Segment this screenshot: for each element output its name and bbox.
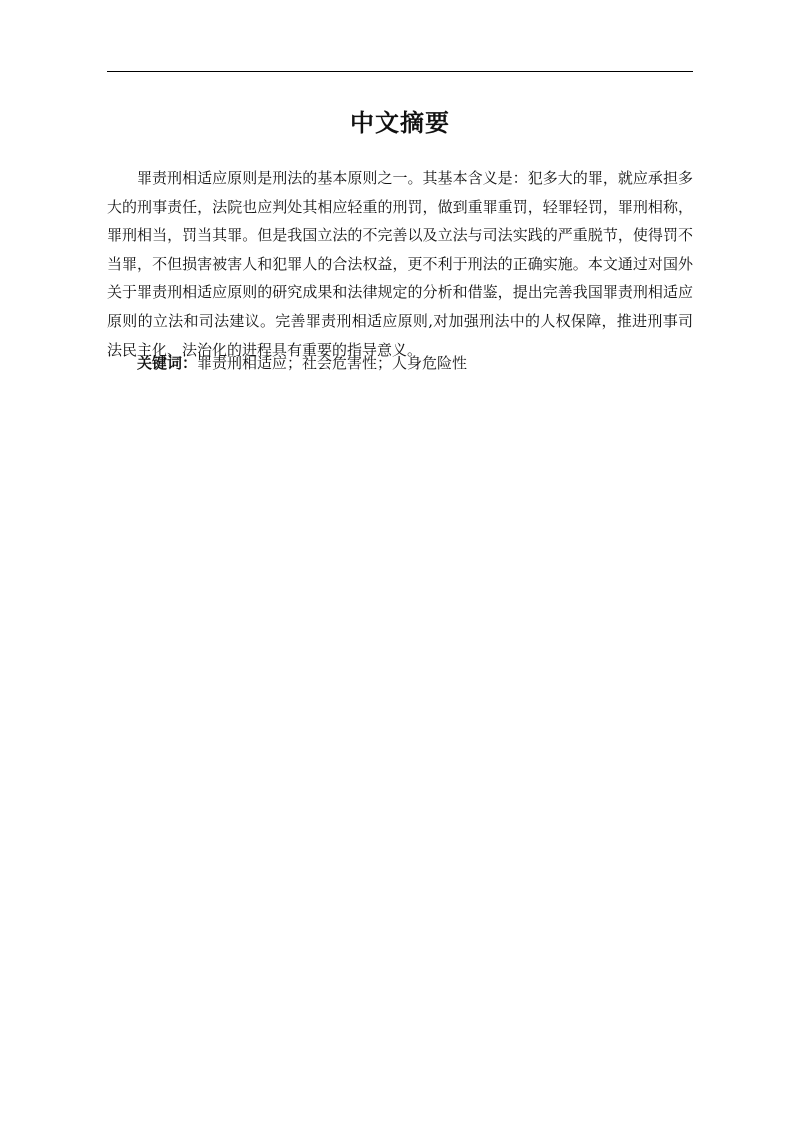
page-title: 中文摘要 [350, 109, 450, 137]
keywords-line [137, 351, 693, 375]
abstract-paragraph: 罪责刑相适应原则是刑法的基本原则之一。其基本含义是：犯多大的罪，就应承担多大的刑事责任，法院也应判处其相应轻重的刑罚，做到重罪重罚，轻罪轻罚，罪刑相称，罪刑相当，罚当其罪。但是我国立法的不完善以及立法与司法实践的严重脱节，使得罚不当罪，不但损害被害人和犯罪人的合法权益，更不利于刑法的正确实施。本文通过对国外关于罪责刑相适应原则的研究成果和法律规定的分析和借鉴，提出完善我国罪责刑相适应原则的立法和司法建议。完善罪责刑相适应原则,对加强刑法中的人权保障，推进刑事司法民主化、法治化的进程具有重要的指导意义。 [107, 169, 693, 359]
keywords-label: 关键词： [137, 354, 198, 372]
header-rule [107, 71, 693, 72]
keywords-text: 罪责刑相适应；社会危害性；人身危险性 [197, 354, 468, 372]
